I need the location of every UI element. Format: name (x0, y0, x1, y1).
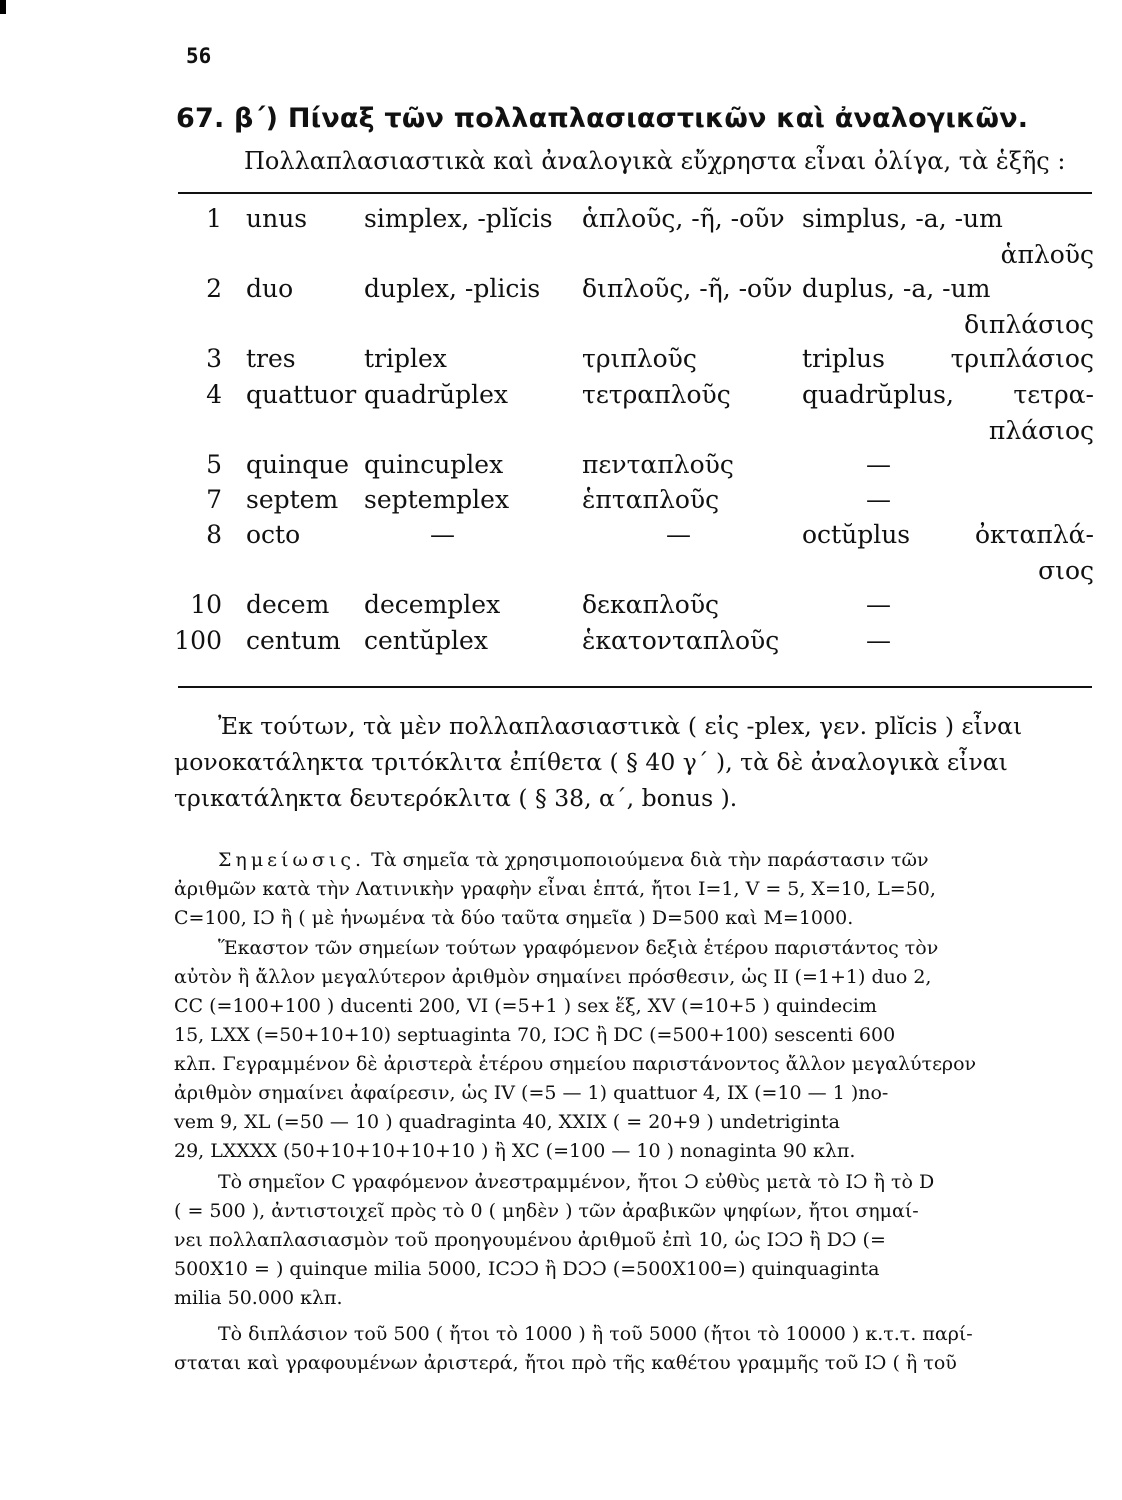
table-cell-n: 100 (174, 626, 222, 655)
table-cell-anal: triplus (802, 344, 885, 373)
table-top-rule (178, 192, 1092, 194)
table-cell-mult: septemplex (364, 485, 510, 514)
table-cell-mult: duplex, -plicis (364, 274, 541, 303)
note-line: 15, LXX (=50+10+10) septuaginta 70, IƆC ἢ DC (=500+100) sescenti 600 (174, 1024, 896, 1046)
table-cell-continuation: ἁπλοῦς (1000, 240, 1094, 269)
table-cell-anal: simplus, -a, -um (802, 204, 1003, 233)
note-line: milia 50.000 κλπ. (174, 1287, 343, 1309)
table-cell-lat: quattuor (246, 380, 357, 409)
note-line: Τὸ σημεῖον C γραφόμενον ἀνεστραμμένον, ἤτοι Ɔ εὐθὺς μετὰ τὸ IƆ ἢ τὸ D (218, 1171, 935, 1193)
note-line: αὐτὸν ἢ ἄλλον μεγαλύτερον ἀριθμὸν σημαίνει πρόσθεσιν, ὡς II (=1+1) duo 2, (174, 966, 932, 988)
page-edge-mark (0, 0, 6, 14)
paragraph-line: Ἐκ τούτων, τὰ μὲν πολλαπλασιαστικὰ ( εἰς -plex, γεν. plĭcis ) εἶναι (218, 712, 1023, 740)
table-cell-gmult: τριπλοῦς (582, 344, 697, 373)
table-cell-n: 2 (206, 274, 222, 303)
note-line: 29, LXXXX (50+10+10+10+10 ) ἢ XC (=100 — 10 ) nonaginta 90 κλπ. (174, 1140, 856, 1162)
paragraph-line: τρικατάληκτα δευτερόκλιτα ( § 38, α΄, bonus ). (174, 784, 738, 812)
note-line: vem 9, XL (=50 — 10 ) quadraginta 40, XXIX ( = 20+9 ) undetriginta (174, 1111, 841, 1133)
table-bottom-rule (178, 686, 1092, 688)
note-line: CC (=100+100 ) ducenti 200, VI (=5+1 ) sex ἕξ, XV (=10+5 ) quindecim (174, 995, 877, 1017)
table-cell-anal: octŭplus (802, 520, 911, 549)
note-paragraph-4 (174, 1320, 1092, 1378)
table-cell-ganal: ὀκταπλά- (975, 520, 1094, 549)
note-line: Τὸ διπλάσιον τοῦ 500 ( ἤτοι τὸ 1000 ) ἢ τοῦ 5000 (ἤτοι τὸ 10000 ) κ.τ.τ. παρί- (218, 1323, 973, 1345)
table-cell-mult: quincuplex (364, 450, 504, 479)
intro-line: Πολλαπλασιαστικὰ καὶ ἀναλογικὰ εὔχρηστα εἶναι ὀλίγα, τὰ ἑξῆς : (244, 147, 1066, 175)
table-cell-anal: — (866, 485, 891, 514)
table-cell-gmult: — (666, 520, 691, 549)
table-cell-continuation: πλάσιος (988, 416, 1094, 445)
table-cell-continuation: σιος (1038, 556, 1094, 585)
note-line: Ἕκαστον τῶν σημείων τούτων γραφόμενον δεξιὰ ἑτέρου παριστάντος τὸν (218, 937, 939, 959)
table-cell-lat: duo (246, 274, 294, 303)
table-cell-anal: — (866, 626, 891, 655)
table-cell-gmult: ἑκατονταπλοῦς (582, 626, 780, 655)
table-cell-n: 1 (206, 204, 222, 233)
table-cell-mult: triplex (364, 344, 447, 373)
page-number: 56 (186, 44, 212, 68)
table-cell-continuation: διπλάσιος (964, 310, 1094, 339)
table-cell-gmult: δεκαπλοῦς (582, 590, 720, 619)
note-line: ( = 500 ), ἀντιστοιχεῖ πρὸς τὸ 0 ( μηδὲν ) τῶν ἀραβικῶν ψηφίων, ἤτοι σημαί- (174, 1200, 919, 1222)
note-line: Σημείωσις. Τὰ σημεῖα τὰ χρησιμοποιούμενα διὰ τὴν παράστασιν τῶν (218, 849, 929, 871)
table-cell-anal: — (866, 590, 891, 619)
table-cell-lat: quinque (246, 450, 350, 479)
table-cell-lat: tres (246, 344, 296, 373)
table-cell-n: 3 (206, 344, 222, 373)
table-cell-mult: centŭplex (364, 626, 488, 655)
section-heading: 67. β΄) Πίναξ τῶν πολλαπλασιαστικῶν καὶ ἀναλογικῶν. (176, 103, 1029, 134)
note-paragraph-3 (174, 1168, 1092, 1313)
table-cell-n: 8 (206, 520, 222, 549)
note-paragraph-2 (174, 934, 1092, 1166)
note-block (174, 846, 1092, 933)
table-cell-n: 5 (206, 450, 222, 479)
table-cell-mult: simplex, -plĭcis (364, 204, 553, 233)
table-cell-lat: centum (246, 626, 341, 655)
table-cell-n: 4 (206, 380, 222, 409)
table-cell-mult: — (430, 520, 455, 549)
paragraph-line: μονοκατάληκτα τριτόκλιτα ἐπίθετα ( § 40 γ΄ ), τὰ δὲ ἀναλογικὰ εἶναι (174, 748, 1008, 776)
table-cell-gmult: ἑπταπλοῦς (582, 485, 720, 514)
table-cell-mult: decemplex (364, 590, 501, 619)
note-line: 500X10 = ) quinque milia 5000, ICƆƆ ἢ DƆƆ (=500X100=) quinquaginta (174, 1258, 880, 1280)
table-cell-gmult: ἁπλοῦς, -ῆ, -οῦν (582, 204, 785, 233)
table-cell-ganal: τριπλάσιος (950, 344, 1094, 373)
note-line: κλπ. Γεγραμμένον δὲ ἀριστερὰ ἑτέρου σημείου παριστάνοντος ἄλλον μεγαλύτερον (174, 1053, 977, 1075)
table-cell-anal: — (866, 450, 891, 479)
explanation-paragraph (174, 708, 1092, 816)
note-line: ἀριθμὸν σημαίνει ἀφαίρεσιν, ὡς IV (=5 — 1) quattuor 4, IX (=10 — 1 )no- (174, 1082, 889, 1104)
note-line: C=100, IƆ ἢ ( μὲ ἡνωμένα τὰ δύο ταῦτα σημεῖα ) D=500 καὶ M=1000. (174, 907, 854, 929)
table-cell-lat: decem (246, 590, 330, 619)
table-cell-anal: duplus, -a, -um (802, 274, 991, 303)
note-line: σταται καὶ γραφουμένων ἀριστερά, ἤτοι πρὸ τῆς καθέτου γραμμῆς τοῦ IƆ ( ἢ τοῦ (174, 1352, 957, 1374)
table-cell-lat: unus (246, 204, 308, 233)
note-line: νει πολλαπλασιασμὸν τοῦ προηγουμένου ἀριθμοῦ ἐπὶ 10, ὡς IƆƆ ἢ DƆ (= (174, 1229, 886, 1251)
table-cell-n: 10 (190, 590, 222, 619)
table-cell-mult: quadrŭplex (364, 380, 508, 409)
table-cell-gmult: πενταπλοῦς (582, 450, 734, 479)
table-cell-n: 7 (206, 485, 222, 514)
table-cell-anal: quadrŭplus, (802, 380, 954, 409)
table-cell-gmult: διπλοῦς, -ῆ, -οῦν (582, 274, 793, 303)
table-cell-ganal: τετρα- (1013, 380, 1094, 409)
table-cell-lat: septem (246, 485, 339, 514)
table-cell-lat: octo (246, 520, 301, 549)
note-line: ἀριθμῶν κατὰ τὴν Λατινικὴν γραφὴν εἶναι ἑπτά, ἤτοι I=1, V = 5, X=10, L=50, (174, 878, 936, 900)
table-cell-gmult: τετραπλοῦς (582, 380, 731, 409)
note-label: Σημείωσις. (218, 849, 366, 871)
